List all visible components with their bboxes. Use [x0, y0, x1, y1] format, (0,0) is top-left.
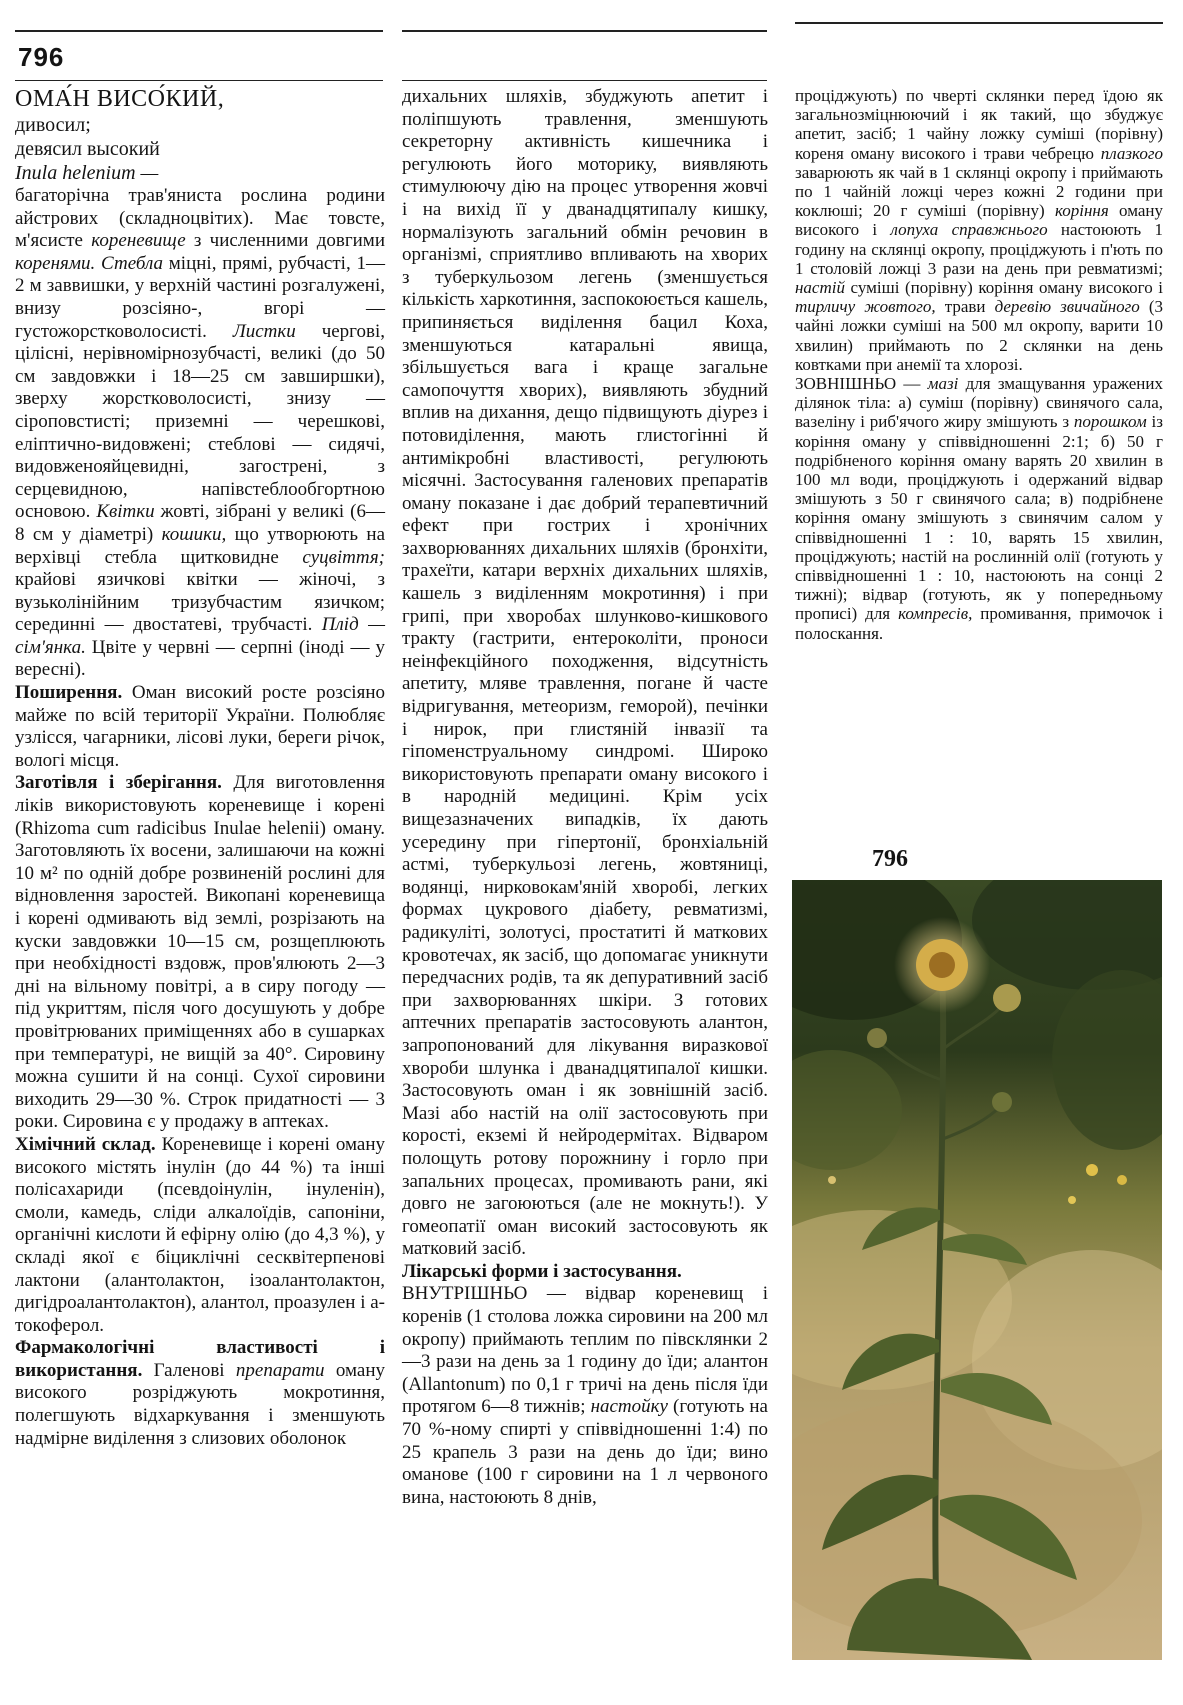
chemistry-heading: Хімічний склад.	[15, 1133, 156, 1155]
latin-name: Inula helenium —	[15, 162, 159, 184]
article-title: ОМА́Н ВИСО́КИЙ,	[15, 86, 225, 112]
pharmacology-continued: дихальних шляхів, збуджують апетит і поліпшують травлення, зменшують секреторну активність кишечника і регулюють його моторику, виявляють стимулюючу дію на процес утворення жовчі і на вихід її у дванадцятипалу кишку, нормалізують загальний обмін речовин в організмі, сприятливо впливають на хворих з туберкульозом легень (зменшується кількість харкотиння, заспокоюється кашель, припиняється виділення бацил Коха, зменшуються катаральні явища, збільшується вага і краще загальне самопочуття хворих), виявляють збудний вплив на дихання, дещо підвищують діурез і потовиділення, мають глистогінні й антимікробні властивості, регулюють місячні. Застосування галенових препаратів оману показане і дає добрий терапевтичний ефект при гострих і хронічних захворюваннях дихальних шляхів (бронхіти, трахеїти, катари верхніх дихальних шляхів, кашель з виділенням мокротиння) і при грипі, при хворобах шлунково-кишкового тракту (гастрити, ентероколіти, проноси неінфекційного походження, відсутність апетиту, мляве травлення, погане й часте відригування, метеоризм, геморой), печінки і нирок, при глистяній інвазії та гіпоменструальному синдромі. Широко використовують препарати оману високого і в народній медицині. Крім усіх вищезазначених випадків, їх дають усередину при гіпертонії, бронхіальній астмі, туберкульозі легень, жовтяниці, водянці, нирковокам'яній хворобі, легких формах цукрового діабету, ревматизмі, радикуліті, золотусі, простатиті й маткових кровотечах, як засіб, що допомагає уникнути передчасних родів, та як депуративний засіб при захворюваннях шкіри. З готових аптечних препаратів застосовують алантон, запропонований для лікування виразкової хвороби шлунка і дванадцятипалої кишки. Застосовують оман і як зовнішній засіб. Мазі або настій на олії застосовують при корості, екземі й нейродермітах. Відваром полощуть ротову порожнину і горло при запальних процесах, промивають рани, які довго не загоюються (але не мокнуть!). У гомеопатії оман високий застосовують як матковий засіб.	[402, 86, 768, 1260]
distribution-heading: Поширення.	[15, 682, 123, 704]
column-1	[15, 86, 385, 1450]
col2-top-rule	[402, 80, 767, 81]
header-rule-left	[15, 30, 383, 32]
description-paragraph: багаторічна трав'яниста рослина родини айстрових (складноцвітих). Має товсте, м'ясисте кореневище з численними довгими коренями. Стебла міцні, прямі, рубчасті, 1—2 м заввишки, у верхній частині розгалужені, внизу розсіяно-, вгорі — густожорстковолосисті. Листки чергові, цілісні, нерівномірнозубчасті, великі (до 50 см завдовжки і 18—25 см завширшки), зверху жорстковолосисті, знизу — сіроповстисті; приземні — черешкові, еліптично-видовжені; стеблові — сидячі, видовженояйцевидні, загострені, з серцевидною, напівстеблообгортною основою. Квітки жовті, зібрані у великі (6—8 см у діаметрі) кошики, що утворюють на верхівці стебла щитковидне суцвіття; крайові язичкові квітки — жіночі, з вузьколінійним тризубчастим язичком; серединні — двостатеві, трубчасті. Плід — сім'янка. Цвіте у червні — серпні (іноді — у вересні).	[15, 185, 386, 681]
synonym-ukrainian: дивосил;	[15, 114, 91, 136]
chemistry-paragraph: Хімічний склад. Кореневище і корені оману високого містять інулін (до 44 %) та інші полісахариди (псевдоінулін, інуленін), смоли, камедь, сліди алкалоїдів, сапоніни, органічні кислоти й ефірну олію (до 4,3 %), у складі якої є біциклічні сесквітерпенові лактони (алантолактон, ізоалантолактон, дигідроалантолактон), алантол, проазулен і а-токоферол.	[15, 1133, 385, 1336]
header-rule-right	[795, 22, 1163, 24]
figure-number: 796	[872, 846, 908, 872]
page-number: 796	[18, 42, 65, 72]
external-use-label: ЗОВНІШНЬО	[795, 374, 897, 394]
synonym-russian: девясил высокий	[15, 138, 160, 160]
harvest-paragraph: Заготівля і зберігання. Для виготовлення ліків використовують кореневище і корені (Rhizoma cum radicibus Inulae helenii) оману. Заготовляють їх восени, залишаючи на кожні 10 м² по одній добре розвиненій рослині для відновлення заростей. Викопані кореневища і корені одмивають від землі, розрізають на куски завдовжки 10—15 см, розщеплюють при необхідності вздовж, пров'ялюють 2—3 дні на вільному повітрі, а в сиру погоду — під укриттям, після чого досушують у добре провітрюваних приміщеннях або в сушарках при температурі, не вищій за 40°. Сировину можна сушити й на сонці. Сухої сировини виходить 29—30 %. Строк придатності — 3 роки. Сировина є у продажу в аптеках.	[15, 772, 385, 1133]
column-2	[402, 86, 768, 1509]
internal-use-continued: проціджують) по чверті склянки перед їдою як загальнозміцнюючий і як такий, що збуджує апетит, засіб; 1 чайну ложку суміші (порівну) кореня оману високого і трави чебрецю плазкого заварюють як чай в 1 склянці окропу і приймають по 1 чайній ложці через кожні 2 години при коклюші; 20 г суміші (порівну) коріння оману високого і лопуха справжнього настоюють 1 годину на склянці окропу, проціджують і п'ють по 1 столовій ложці 3 рази на день при ревматизмі; настій суміші (порівну) коріння оману високого і тирличу жовтого, трави деревію звичайного (3 чайні ложки суміші на 500 мл окропу, варити 10 хвилин) приймають по 2 склянки на день ковтками при анемії та хлорозі.	[795, 86, 1163, 374]
pharmacology-heading: Фармакологічні властивості і використання.	[15, 1337, 385, 1381]
page-number-underline	[15, 80, 383, 81]
harvest-heading: Заготівля і зберігання.	[15, 772, 222, 794]
internal-use-label: ВНУТРІШНЬО	[402, 1283, 528, 1305]
internal-use-paragraph: ВНУТРІШНЬО — відвар кореневищ і коренів (1 столова ложка сировини на 200 мл окропу) приймають теплим по півсклянки 2—3 рази на день за 1 годину до їди; алантон (Allantonum) по 0,1 г тричі на день після їди протягом 6—8 тижнів; настойку (готують на 70 %-ному спирті у співвідношенні 1:4) по 25 крапель 3 рази на день до їди; вино оманове (100 г сировини на 1 л червоного вина, настоюють 8 днів,	[402, 1283, 768, 1508]
header-rule-middle	[402, 30, 767, 32]
external-use-paragraph: ЗОВНІШНЬО — мазі для змащування уражених ділянок тіла: а) суміш (порівну) свинячого сала, вазеліну і риб'ячого жиру змішують з порошком із коріння оману у співвідношенні 2:1; б) 50 г подрібненого коріння оману варять 20 хвилин в 100 мл води, проціджують і одержаний відвар змішують з 50 г свинячого сала; в) подрібнене коріння оману змішують з свинячим салом у співвідношенні 1 : 10, варять 15 хвилин, проціджують; настій на рослинній олії (готують у співвідношенні 1 : 10, настоюють на сонці 2 тижні); відвар (готують, як у попередньому прописі) для компресів, промивання, примочок і полоскання.	[795, 374, 1164, 643]
distribution-paragraph: Поширення. Оман високий росте розсіяно майже по всій території України. Полюбляє узлісся, чагарники, лісові луки, береги річок, вологі місця.	[15, 682, 385, 771]
dosage-forms-heading: Лікарські форми і застосування.	[402, 1260, 682, 1282]
pharmacology-paragraph: Фармакологічні властивості і використання. Галенові препарати оману високого розріджують мокротиння, полегшують відхаркування і зменшують надмірне виділення з слизових оболонок	[15, 1337, 385, 1449]
plant-photograph	[792, 880, 1162, 1660]
column-3	[795, 86, 1163, 643]
